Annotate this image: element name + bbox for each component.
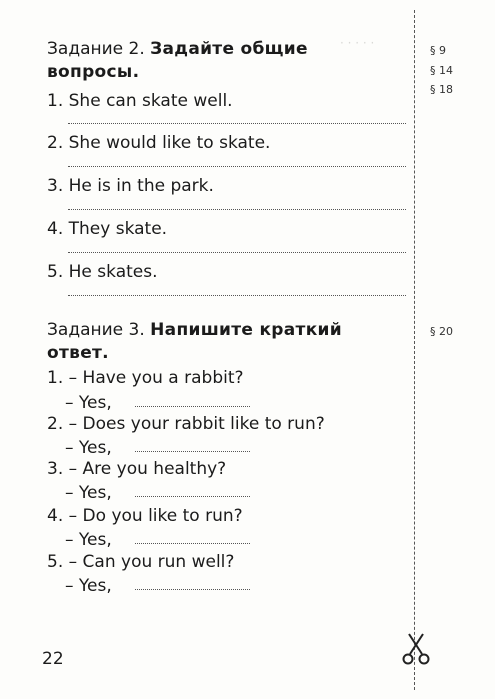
- task3-reply-3: – Yes,: [65, 483, 250, 503]
- short-answer-line[interactable]: [135, 589, 250, 590]
- task2-item-3: 3. He is in the park.: [47, 176, 214, 196]
- answer-line[interactable]: [68, 252, 406, 253]
- task2-item-4: 4. They skate.: [47, 219, 168, 239]
- task3-reply-5: – Yes,: [65, 576, 250, 596]
- short-answer-line[interactable]: [135, 496, 250, 497]
- answer-line[interactable]: [68, 123, 406, 124]
- paragraph-ref: § 18: [430, 83, 453, 96]
- task3-instruction-line1: Напишите краткий: [150, 320, 342, 340]
- task3-reply-1: – Yes,: [65, 393, 250, 413]
- task3-reply-4: – Yes,: [65, 530, 250, 550]
- task2-label: Задание 2.: [47, 39, 145, 59]
- task3-question-1: 1. – Have you a rabbit?: [47, 368, 244, 388]
- task3-question-2: 2. – Does your rabbit like to run?: [47, 414, 325, 434]
- task2-title: [47, 38, 347, 84]
- answer-line[interactable]: [68, 209, 406, 210]
- task3-question-3: 3. – Are you healthy?: [47, 459, 227, 479]
- short-answer-line[interactable]: [135, 451, 250, 452]
- short-answer-line[interactable]: [135, 543, 250, 544]
- page-number: 22: [42, 649, 64, 669]
- task3-question-5: 5. – Can you run well?: [47, 552, 235, 572]
- scissors-icon: [401, 632, 431, 666]
- task3-reply-2: – Yes,: [65, 438, 250, 458]
- task3-title: [47, 319, 347, 365]
- paragraph-ref: § 20: [430, 325, 453, 338]
- task3-question-4: 4. – Do you like to run?: [47, 506, 243, 526]
- task2-item-2: 2. She would like to skate.: [47, 133, 271, 153]
- bleed-through-text: · · · · ·: [340, 36, 375, 50]
- answer-line[interactable]: [68, 295, 406, 296]
- paragraph-ref: § 9: [430, 44, 446, 57]
- paragraph-ref: § 14: [430, 64, 453, 77]
- cut-line: [414, 10, 415, 690]
- task2-instruction-line2: вопросы.: [47, 62, 140, 82]
- task2-item-1: 1. She can skate well.: [47, 91, 233, 111]
- task2-instruction-line1: Задайте общие: [150, 39, 308, 59]
- answer-line[interactable]: [68, 166, 406, 167]
- task2-item-5: 5. He skates.: [47, 262, 158, 282]
- short-answer-line[interactable]: [135, 406, 250, 407]
- task3-label: Задание 3.: [47, 320, 145, 340]
- task3-instruction-line2: ответ.: [47, 343, 109, 363]
